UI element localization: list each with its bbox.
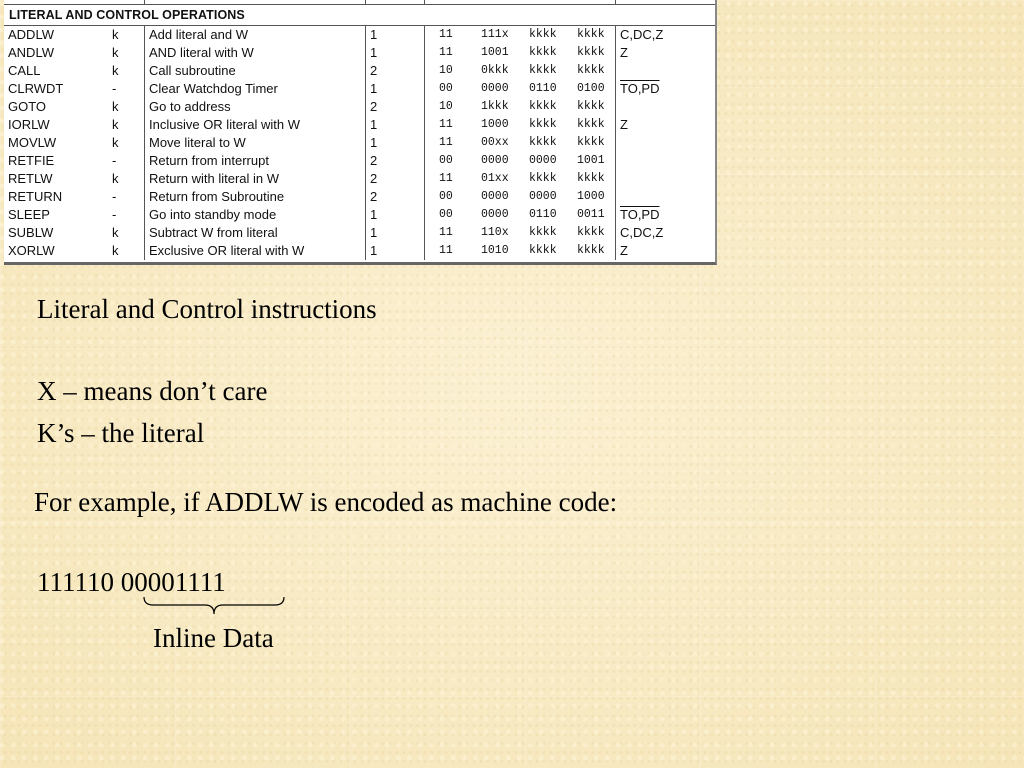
mnemonic-cell: GOTO: [8, 99, 47, 114]
status-cell: [616, 188, 716, 206]
opcode-bits-cell: 0110: [529, 82, 557, 95]
cycles-cell: 2: [366, 98, 425, 116]
operand-cell: k: [108, 134, 145, 152]
table-section-header: [4, 5, 715, 26]
table-row: [4, 224, 715, 242]
cycles-cell: 2: [366, 188, 425, 206]
status-cell: [616, 62, 716, 80]
opcode-bits-cell: 11: [439, 28, 453, 41]
opcode-bits-cell: 0000: [529, 154, 557, 167]
mnemonic-cell: RETLW: [8, 171, 53, 186]
opcode-bits-cell: 11: [439, 136, 453, 149]
instruction-table-body: [4, 0, 715, 260]
table-row: [4, 98, 715, 116]
opcode-bits-cell: 01xx: [481, 172, 509, 185]
description-cell: Add literal and W: [145, 26, 366, 45]
opcode-bits-cell: kkkk: [573, 44, 616, 62]
opcode-bits-cell: 11: [439, 172, 453, 185]
opcode-bits-cell: kkkk: [529, 226, 557, 239]
description-cell: Return from Subroutine: [145, 188, 366, 206]
cycles-cell: 2: [366, 170, 425, 188]
mnemonic-cell: ADDLW: [8, 27, 54, 42]
instruction-table: [4, 0, 715, 260]
mnemonic-cell: SLEEP: [8, 207, 50, 222]
table-row: [4, 80, 715, 98]
table-row: [4, 62, 715, 80]
opcode-bits-cell: 0100: [573, 80, 616, 98]
opcode-bits-cell: 11: [439, 118, 453, 131]
status-cell: Z: [620, 243, 628, 258]
description-cell: Move literal to W: [145, 134, 366, 152]
cycles-cell: 1: [366, 242, 425, 260]
opcode-bits-cell: 0000: [529, 190, 557, 203]
mnemonic-cell: CALL: [8, 63, 41, 78]
opcode-bits-cell: 00: [439, 190, 453, 203]
slide-heading: Literal and Control instructions: [37, 294, 377, 324]
opcode-bits-cell: kkkk: [529, 28, 557, 41]
cycles-cell: 1: [366, 26, 425, 45]
mnemonic-cell: RETFIE: [8, 153, 55, 168]
cycles-cell: 1: [366, 80, 425, 98]
opcode-bits-cell: 110x: [481, 226, 509, 239]
opcode-bits-cell: 1000: [481, 118, 509, 131]
mnemonic-cell: IORLW: [8, 117, 50, 132]
opcode-bits-cell: kkkk: [529, 172, 557, 185]
operand-cell: k: [108, 116, 145, 134]
opcode-bits-cell: 1001: [573, 152, 616, 170]
brace-label: Inline Data: [153, 623, 274, 653]
opcode-bits-cell: 11: [439, 244, 453, 257]
opcode-bits-cell: 00: [439, 154, 453, 167]
cycles-cell: 1: [366, 206, 425, 224]
opcode-bits-cell: 1kkk: [481, 100, 509, 113]
opcode-bits-cell: 0000: [481, 82, 509, 95]
mnemonic-cell: XORLW: [8, 243, 55, 258]
operand-cell: k: [108, 98, 145, 116]
machine-code-opcode: 111110: [37, 567, 121, 597]
description-cell: Exclusive OR literal with W: [145, 242, 366, 260]
description-cell: Return from interrupt: [145, 152, 366, 170]
table-row: [4, 44, 715, 62]
mnemonic-cell: CLRWDT: [8, 81, 64, 96]
opcode-bits-cell: kkkk: [529, 136, 557, 149]
description-cell: Inclusive OR literal with W: [145, 116, 366, 134]
mnemonic-cell: RETURN: [8, 189, 63, 204]
machine-code: [37, 566, 226, 598]
opcode-bits-cell: kkkk: [573, 62, 616, 80]
status-cell: TO,PD: [620, 81, 660, 96]
opcode-bits-cell: 0011: [573, 206, 616, 224]
opcode-bits-cell: kkkk: [529, 118, 557, 131]
opcode-bits-cell: 11: [439, 226, 453, 239]
status-cell: Z: [620, 45, 628, 60]
opcode-bits-cell: 00: [439, 82, 453, 95]
opcode-bits-cell: kkkk: [573, 26, 616, 45]
description-cell: Subtract W from literal: [145, 224, 366, 242]
status-cell: TO,PD: [620, 207, 660, 222]
table-row: [4, 206, 715, 224]
table-row: [4, 170, 715, 188]
operand-cell: k: [108, 44, 145, 62]
curly-brace-icon: [143, 596, 285, 616]
opcode-bits-cell: 1001: [481, 46, 509, 59]
opcode-bits-cell: 10: [439, 100, 453, 113]
opcode-bits-cell: kkkk: [573, 134, 616, 152]
opcode-bits-cell: 1000: [573, 188, 616, 206]
section-title: LITERAL AND CONTROL OPERATIONS: [4, 5, 715, 26]
status-cell: Z: [620, 117, 628, 132]
status-cell: [616, 152, 716, 170]
opcode-bits-cell: 1010: [481, 244, 509, 257]
instruction-table-image: [4, 0, 717, 265]
note-literal: K’s – the literal: [37, 418, 205, 448]
status-cell: [616, 170, 716, 188]
table-row: [4, 26, 715, 45]
operand-cell: -: [108, 206, 145, 224]
description-cell: Return with literal in W: [145, 170, 366, 188]
opcode-bits-cell: kkkk: [573, 224, 616, 242]
table-row: [4, 116, 715, 134]
status-cell: C,DC,Z: [620, 225, 664, 240]
mnemonic-cell: SUBLW: [8, 225, 54, 240]
operand-cell: -: [108, 152, 145, 170]
description-cell: AND literal with W: [145, 44, 366, 62]
opcode-bits-cell: 0110: [529, 208, 557, 221]
opcode-bits-cell: kkkk: [573, 116, 616, 134]
note-dont-care: X – means don’t care: [37, 376, 268, 406]
opcode-bits-cell: kkkk: [573, 98, 616, 116]
status-cell: [616, 134, 716, 152]
opcode-bits-cell: 10: [439, 64, 453, 77]
opcode-bits-cell: kkkk: [529, 46, 557, 59]
description-cell: Call subroutine: [145, 62, 366, 80]
cycles-cell: 1: [366, 116, 425, 134]
operand-cell: k: [108, 170, 145, 188]
status-cell: [616, 98, 716, 116]
table-row: [4, 188, 715, 206]
cycles-cell: 1: [366, 44, 425, 62]
cycles-cell: 1: [366, 224, 425, 242]
mnemonic-cell: MOVLW: [8, 135, 57, 150]
opcode-bits-cell: 0000: [481, 208, 509, 221]
description-cell: Go to address: [145, 98, 366, 116]
table-row: [4, 242, 715, 260]
cycles-cell: 1: [366, 134, 425, 152]
opcode-bits-cell: 11: [439, 46, 453, 59]
opcode-bits-cell: kkkk: [529, 100, 557, 113]
operand-cell: k: [108, 242, 145, 260]
operand-cell: -: [108, 80, 145, 98]
description-cell: Go into standby mode: [145, 206, 366, 224]
opcode-bits-cell: 111x: [481, 28, 509, 41]
opcode-bits-cell: 0kkk: [481, 64, 509, 77]
opcode-bits-cell: kkkk: [529, 244, 557, 257]
opcode-bits-cell: 00xx: [481, 136, 509, 149]
opcode-bits-cell: 00: [439, 208, 453, 221]
operand-cell: k: [108, 224, 145, 242]
example-intro: For example, if ADDLW is encoded as machine code:: [34, 487, 618, 517]
table-row: [4, 152, 715, 170]
cycles-cell: 2: [366, 152, 425, 170]
description-cell: Clear Watchdog Timer: [145, 80, 366, 98]
operand-cell: -: [108, 188, 145, 206]
cycles-cell: 2: [366, 62, 425, 80]
opcode-bits-cell: 0000: [481, 154, 509, 167]
table-row: [4, 134, 715, 152]
opcode-bits-cell: kkkk: [573, 170, 616, 188]
status-cell: C,DC,Z: [620, 27, 664, 42]
opcode-bits-cell: kkkk: [529, 64, 557, 77]
operand-cell: k: [108, 62, 145, 80]
opcode-bits-cell: kkkk: [573, 242, 616, 260]
opcode-bits-cell: 0000: [481, 190, 509, 203]
machine-code-data: 00001111: [120, 567, 226, 597]
mnemonic-cell: ANDLW: [8, 45, 54, 60]
operand-cell: k: [108, 26, 145, 45]
